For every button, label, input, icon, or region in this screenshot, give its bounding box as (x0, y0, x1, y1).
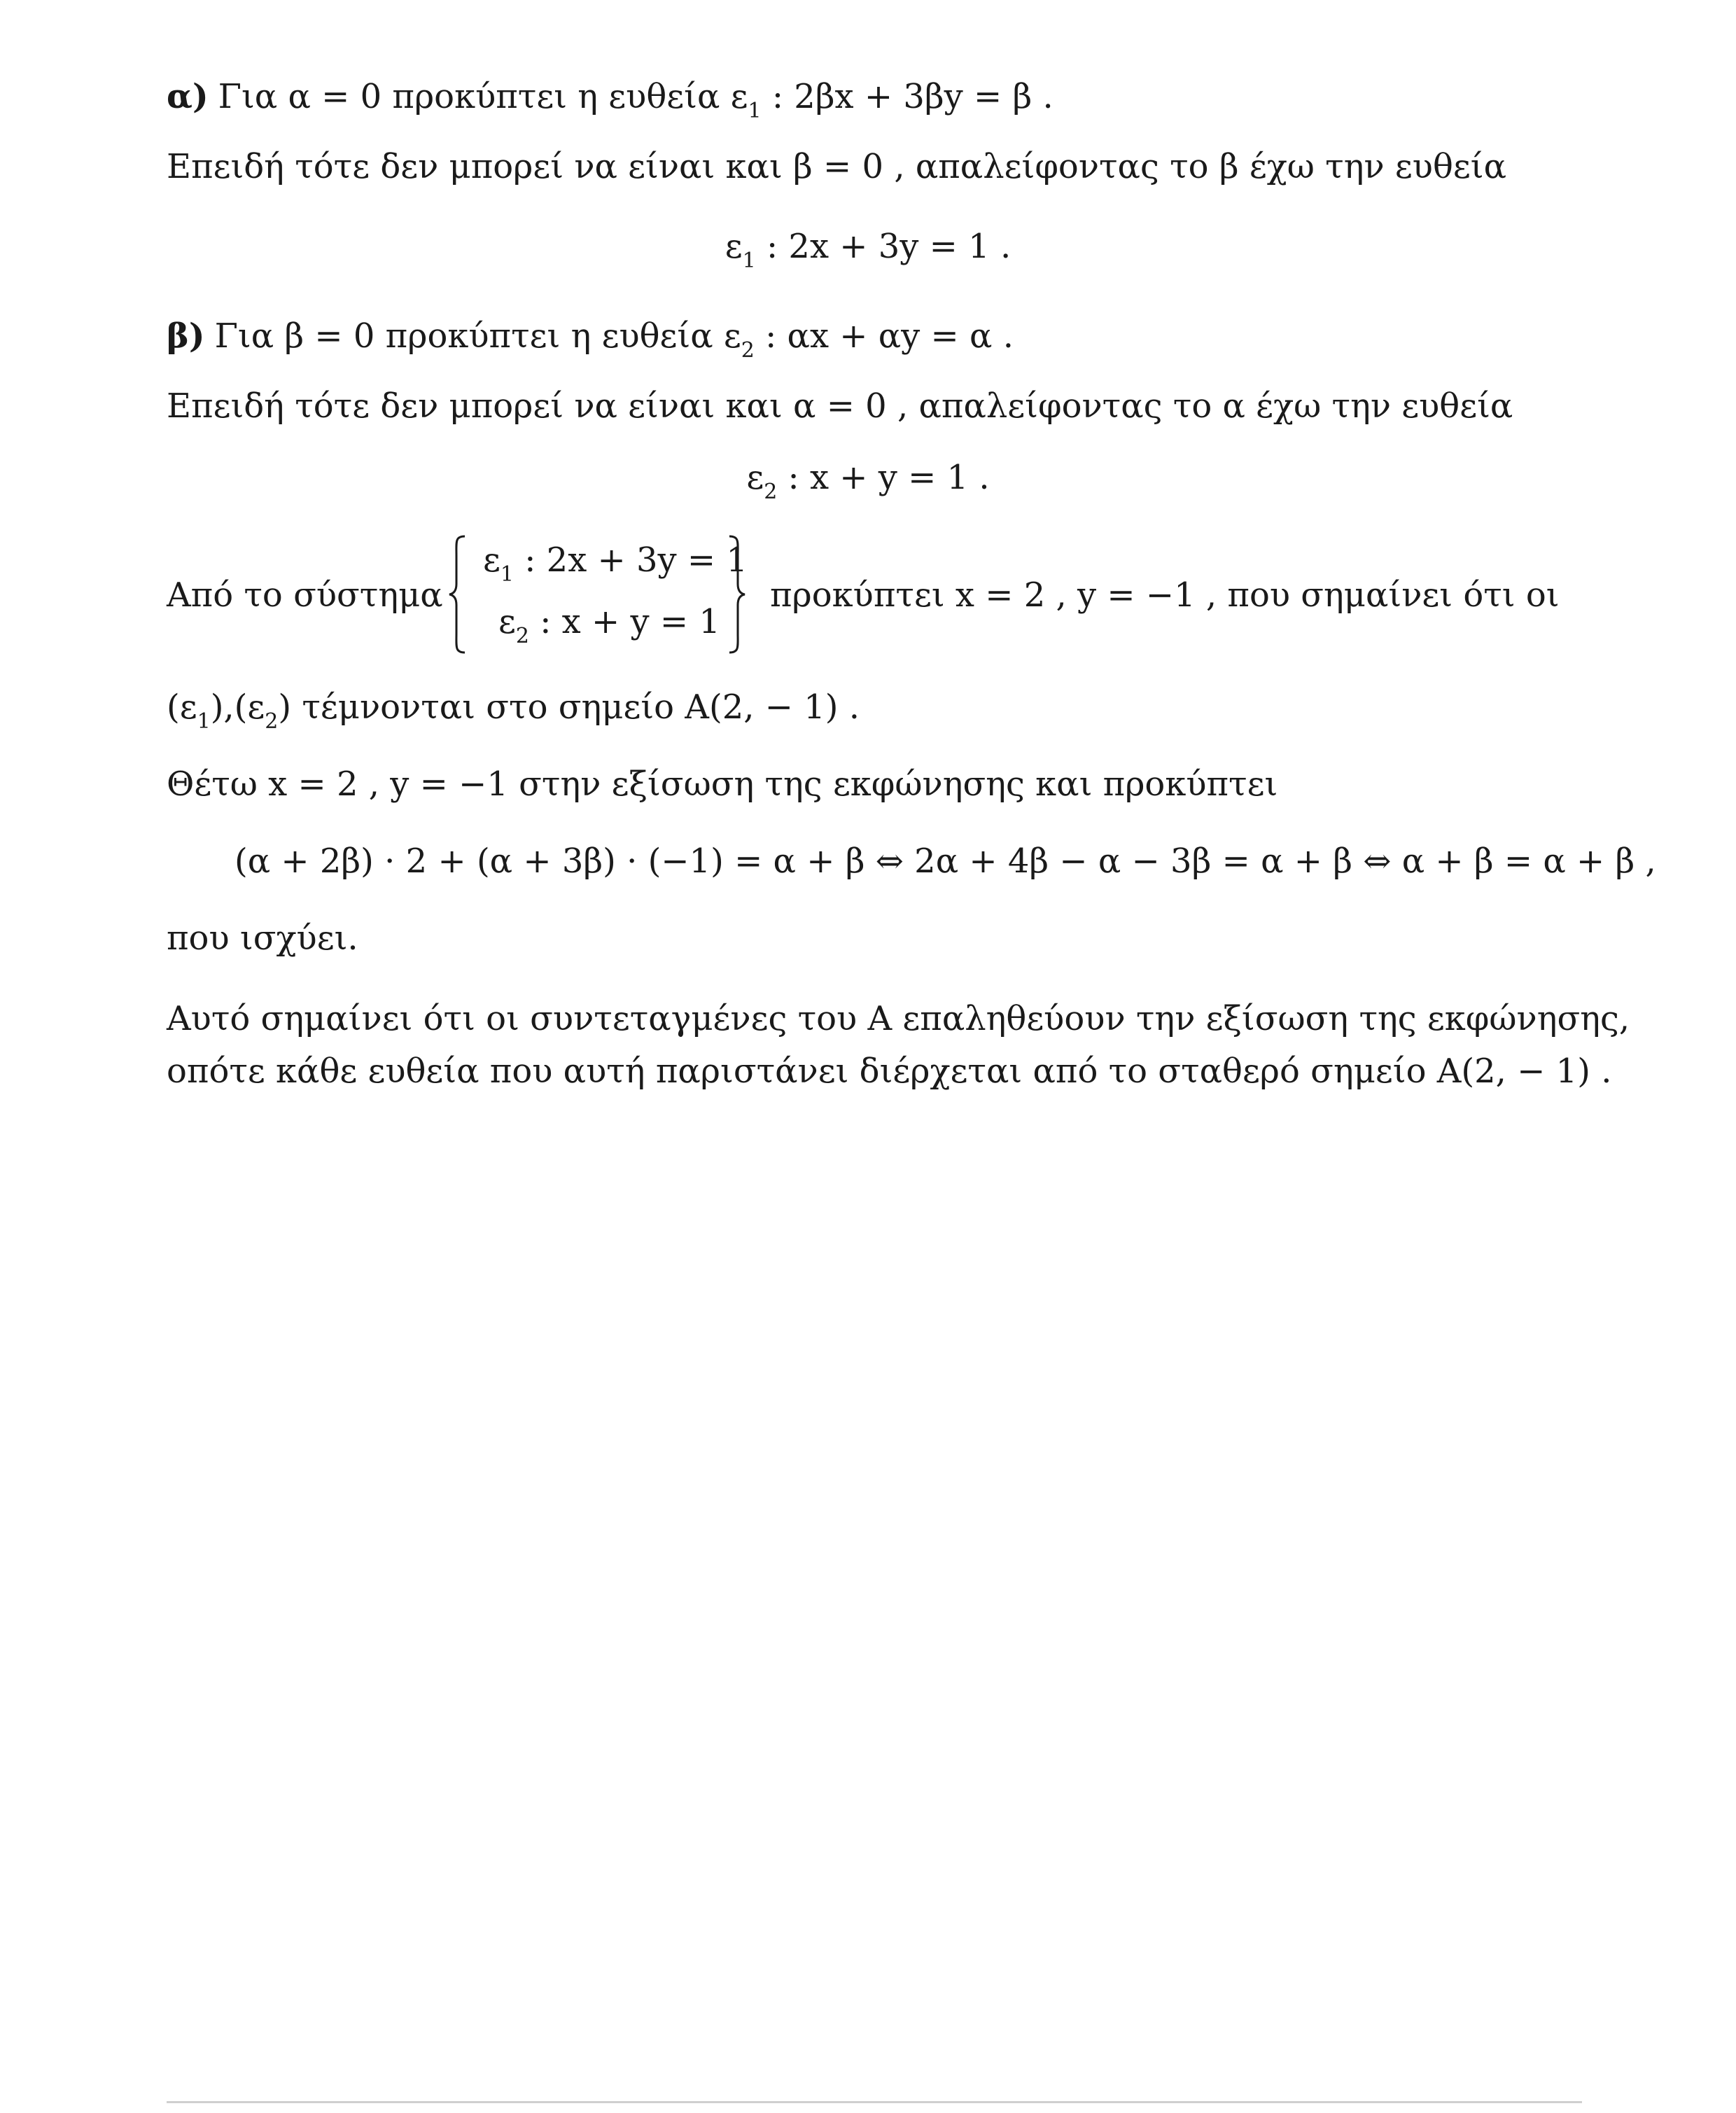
part-b-label: β) (167, 316, 205, 356)
part-b-line (167, 315, 1014, 362)
system-equation-1 (483, 539, 748, 586)
text-line: Θέτω x = 2 , y = −1 στην εξίσωση της εκφώνησης και προκύπτει (167, 765, 1278, 804)
left-brace-icon (448, 535, 466, 654)
epsilon-symbol: ε (723, 316, 741, 356)
text-line: Επειδή τότε δεν μπορεί να είναι και β = 0 , απαλείφοντας το β έχω την ευθεία (167, 147, 1506, 186)
part-a-equation: : 2βx + 3βy = β . (761, 77, 1054, 116)
system-equation-2 (498, 601, 720, 648)
epsilon-symbol: ε (730, 77, 748, 116)
text-line: Αυτό σημαίνει ότι οι συντεταγμένες του A επαληθεύουν την εξίσωση της εκφώνησης, (167, 999, 1630, 1038)
intersection-text: ) τέμνονται στο σημείο A(2, − 1) . (278, 688, 860, 727)
intersection-line (167, 686, 860, 733)
display-equation-3: (α + 2β) · 2 + (α + 3β) · (−1) = α + β ⇔ 2α + 4β − α − 3β = α + β ⇔ α + β = α + β , (234, 842, 1656, 881)
part-b-intro: Για β = 0 προκύπτει η ευθεία (214, 316, 724, 356)
part-a-line (167, 76, 1054, 123)
equation-text: : x + y = 1 . (777, 458, 990, 497)
system-suffix: προκύπτει x = 2 , y = −1 , που σημαίνει ότι οι (770, 576, 1560, 615)
part-b-equation: : αx + αy = α . (754, 316, 1014, 356)
subscript: 2 (764, 480, 778, 504)
display-equation-1 (0, 225, 1736, 272)
subscript: 2 (741, 338, 755, 363)
subscript: 1 (197, 709, 211, 734)
epsilon-symbol: ε (746, 458, 764, 497)
epsilon-symbol: ε (498, 602, 516, 641)
footer-rule (167, 2101, 1582, 2103)
subscript: 1 (742, 249, 756, 273)
subscript: 1 (748, 99, 762, 123)
subscript: 1 (500, 562, 514, 587)
subscript: 2 (265, 709, 279, 734)
right-brace-icon (728, 535, 746, 654)
subscript: 2 (515, 624, 529, 648)
equation-text: : 2x + 3y = 1 (513, 541, 748, 580)
equation-text: : x + y = 1 (528, 602, 720, 641)
part-a-label: α) (167, 77, 209, 116)
epsilon-symbol: ε (724, 227, 743, 266)
part-a-intro: Για α = 0 προκύπτει η ευθεία (218, 77, 731, 116)
paren-text: ),(ε (210, 688, 265, 727)
display-equation-2 (0, 456, 1736, 503)
system-prefix: Από το σύστημα (167, 576, 443, 615)
text-line: Επειδή τότε δεν μπορεί να είναι και α = 0 , απαλείφοντας το α έχω την ευθεία (167, 386, 1513, 426)
paren-text: (ε (167, 688, 197, 727)
epsilon-symbol: ε (483, 541, 500, 580)
equation-text: : 2x + 3y = 1 . (755, 227, 1011, 266)
text-line: που ισχύει. (167, 919, 358, 958)
text-line: οπότε κάθε ευθεία που αυτή παριστάνει διέρχεται από το σταθερό σημείο A(2, − 1) . (167, 1052, 1612, 1091)
